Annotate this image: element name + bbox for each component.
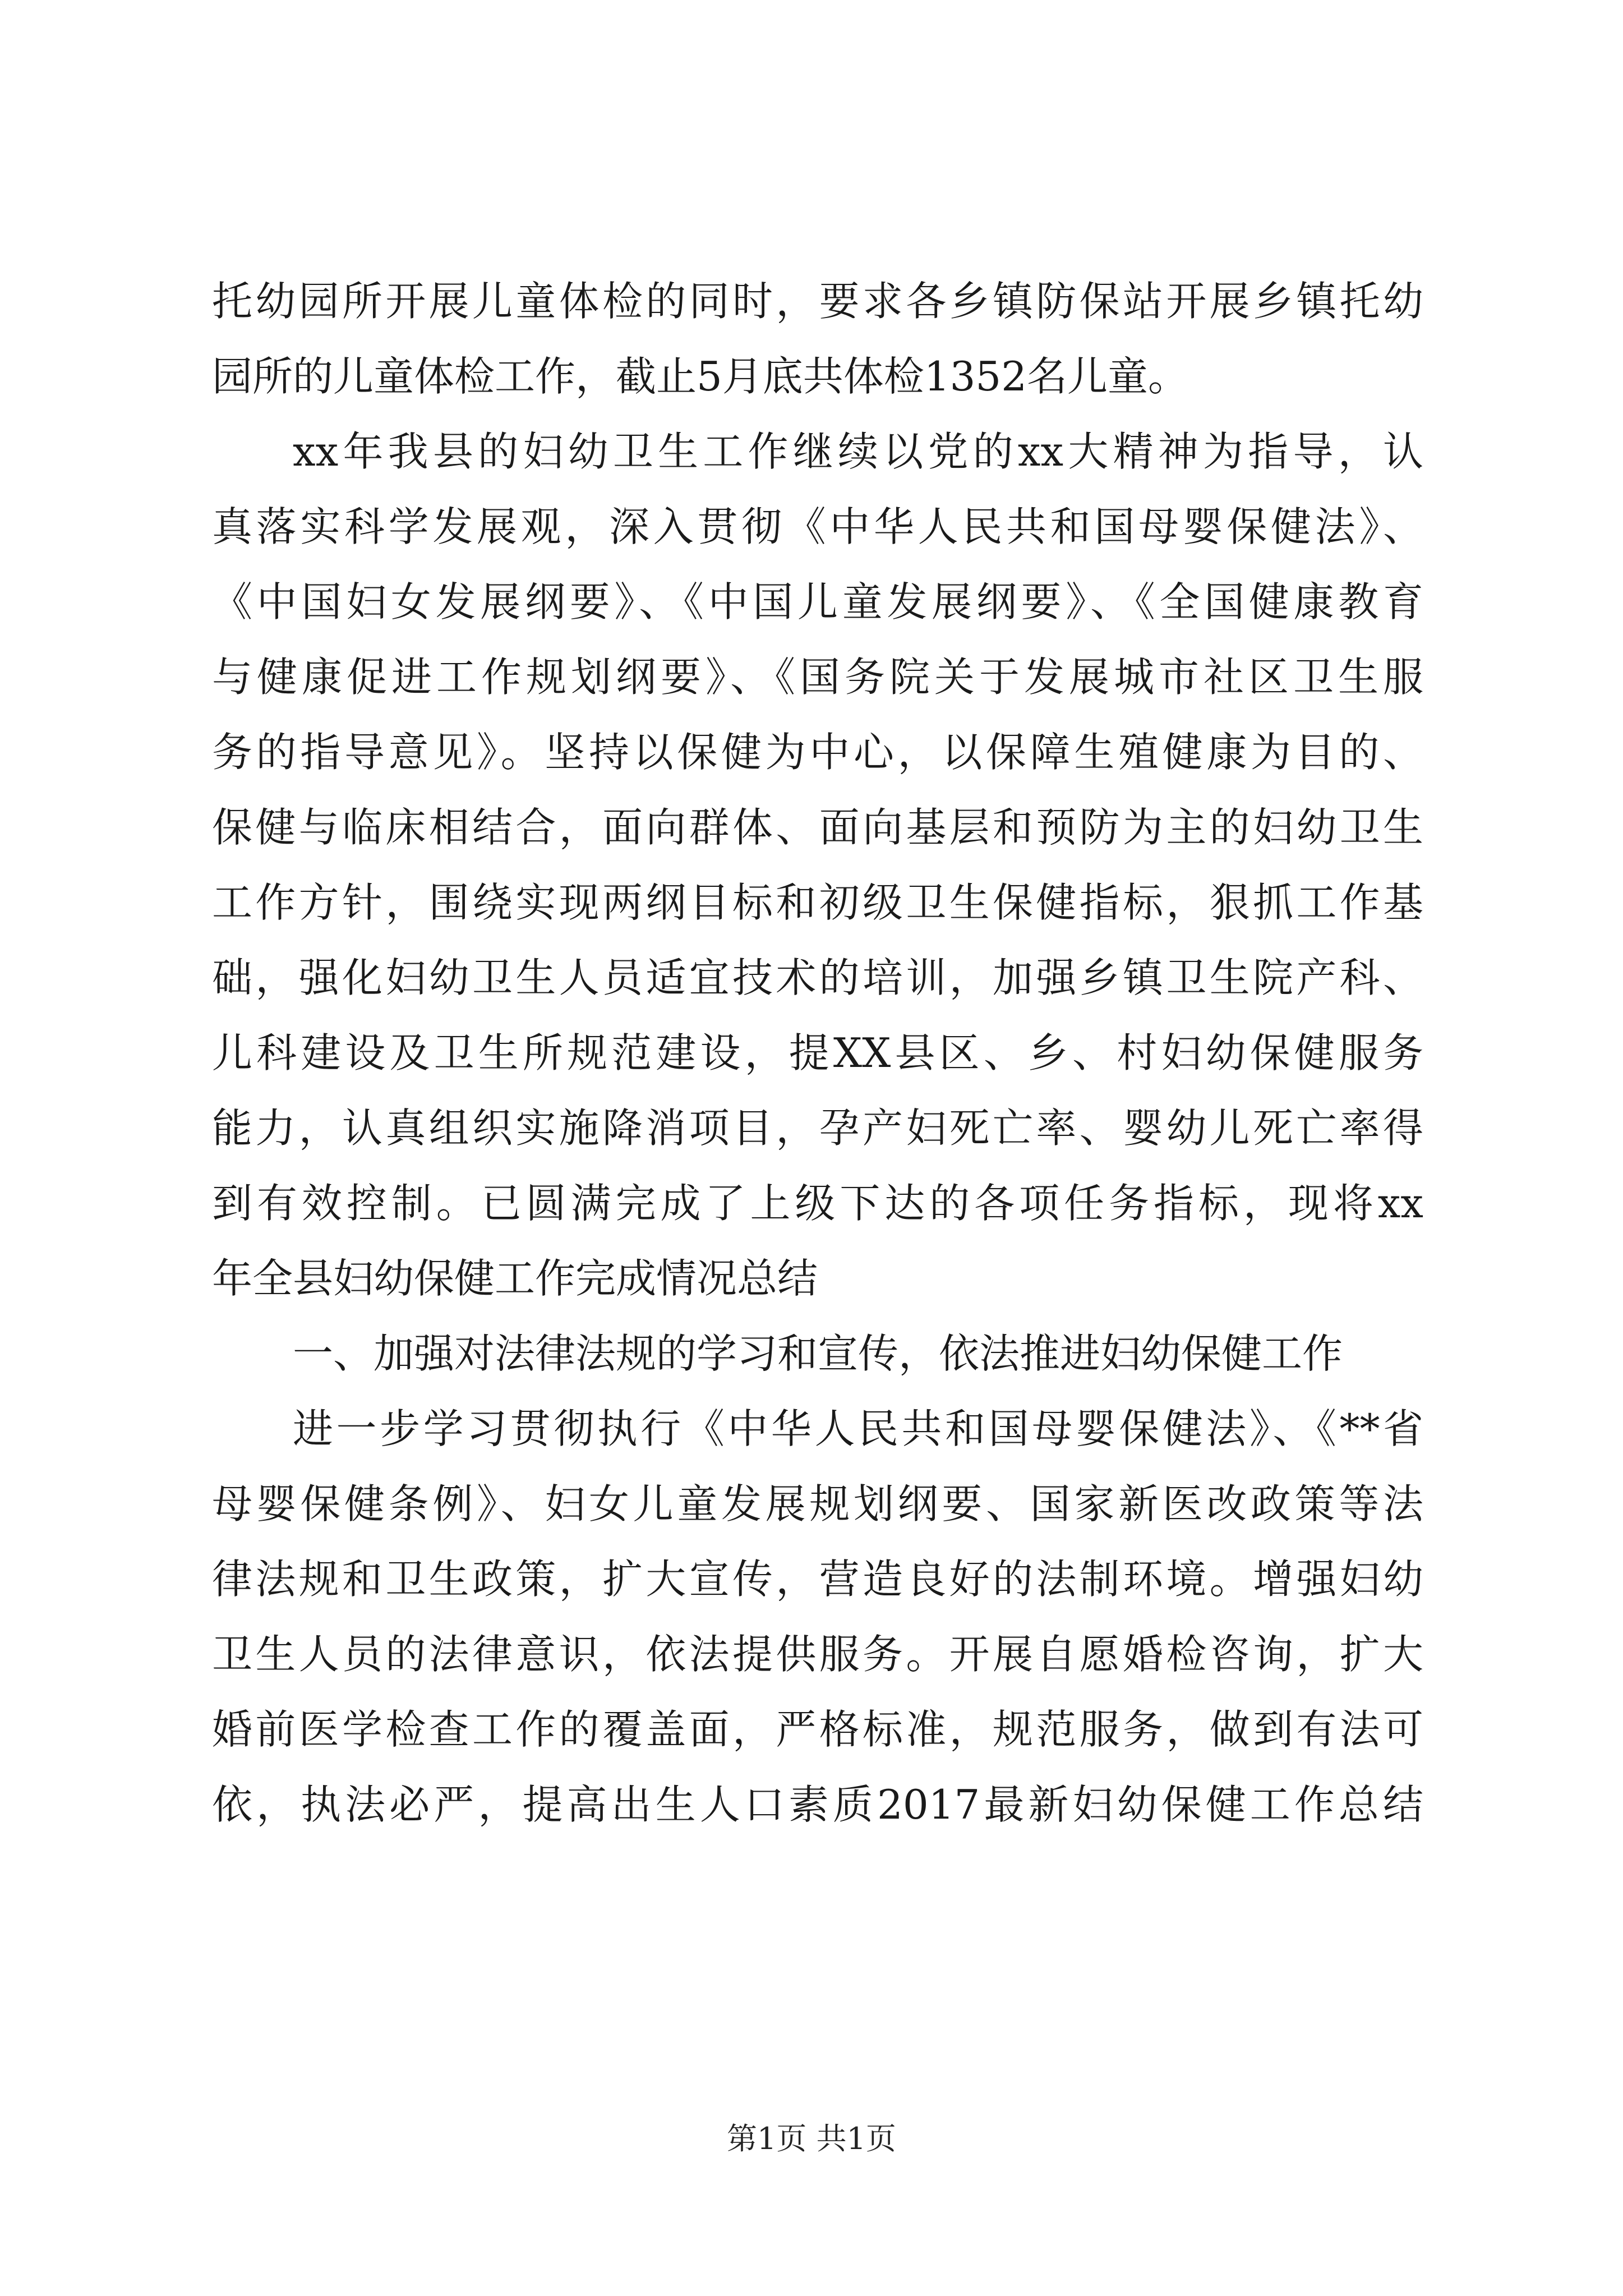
text-line: 儿科建设及卫生所规范建设，提XX县区、乡、村妇幼保健服务 [212, 1029, 1423, 1076]
text-line: 到有效控制。已圆满完成了上级下达的各项任务指标，现将xx [212, 1180, 1423, 1227]
text-line: 年全县妇幼保健工作完成情况总结 [212, 1255, 818, 1302]
text-line: 母婴保健条例》、妇女儿童发展规划纲要、国家新医改政策等法 [212, 1480, 1423, 1527]
text-line: 园所的儿童体检工作，截止5月底共体检1352名儿童。 [212, 353, 1189, 400]
text-line: 工作方针，围绕实现两纲目标和初级卫生保健指标，狠抓工作基 [212, 879, 1423, 926]
text-line: 《中国妇女发展纲要》、《中国儿童发展纲要》、《全国健康教育 [212, 578, 1423, 625]
text-line: 卫生人员的法律意识，依法提供服务。开展自愿婚检咨询，扩大 [212, 1631, 1423, 1678]
page-footer [0, 2115, 1623, 2158]
text-line: 依，执法必严，提高出生人口素质2017最新妇幼保健工作总结 [212, 1781, 1423, 1828]
text-line: 与健康促进工作规划纲要》、《国务院关于发展城市社区卫生服 [212, 654, 1423, 701]
text-line: 务的指导意见》。坚持以保健为中心，以保障生殖健康为目的、 [212, 729, 1423, 776]
text-line: 能力，认真组织实施降消项目，孕产妇死亡率、婴幼儿死亡率得 [212, 1105, 1423, 1152]
paragraph-first-line: 进一步学习贯彻执行《中华人民共和国母婴保健法》、《**省 [293, 1405, 1423, 1452]
document-body [212, 264, 1423, 1842]
text-line: 律法规和卫生政策，扩大宣传，营造良好的法制环境。增强妇幼 [212, 1556, 1423, 1603]
text-line: 真落实科学发展观，深入贯彻《中华人民共和国母婴保健法》、 [212, 503, 1423, 550]
text-line: 婚前医学检查工作的覆盖面，严格标准，规范服务，做到有法可 [212, 1706, 1423, 1753]
text-line: 保健与临床相结合，面向群体、面向基层和预防为主的妇幼卫生 [212, 804, 1423, 851]
section-heading: 一、加强对法律法规的学习和宣传，依法推进妇幼保健工作 [293, 1330, 1343, 1377]
page-number-label: 第1页 共1页 [727, 2121, 896, 2156]
text-line: 础，强化妇幼卫生人员适宜技术的培训，加强乡镇卫生院产科、 [212, 954, 1423, 1001]
text-line: 托幼园所开展儿童体检的同时，要求各乡镇防保站开展乡镇托幼 [212, 278, 1423, 325]
paragraph-first-line: xx年我县的妇幼卫生工作继续以党的xx大精神为指导，认 [293, 428, 1423, 475]
